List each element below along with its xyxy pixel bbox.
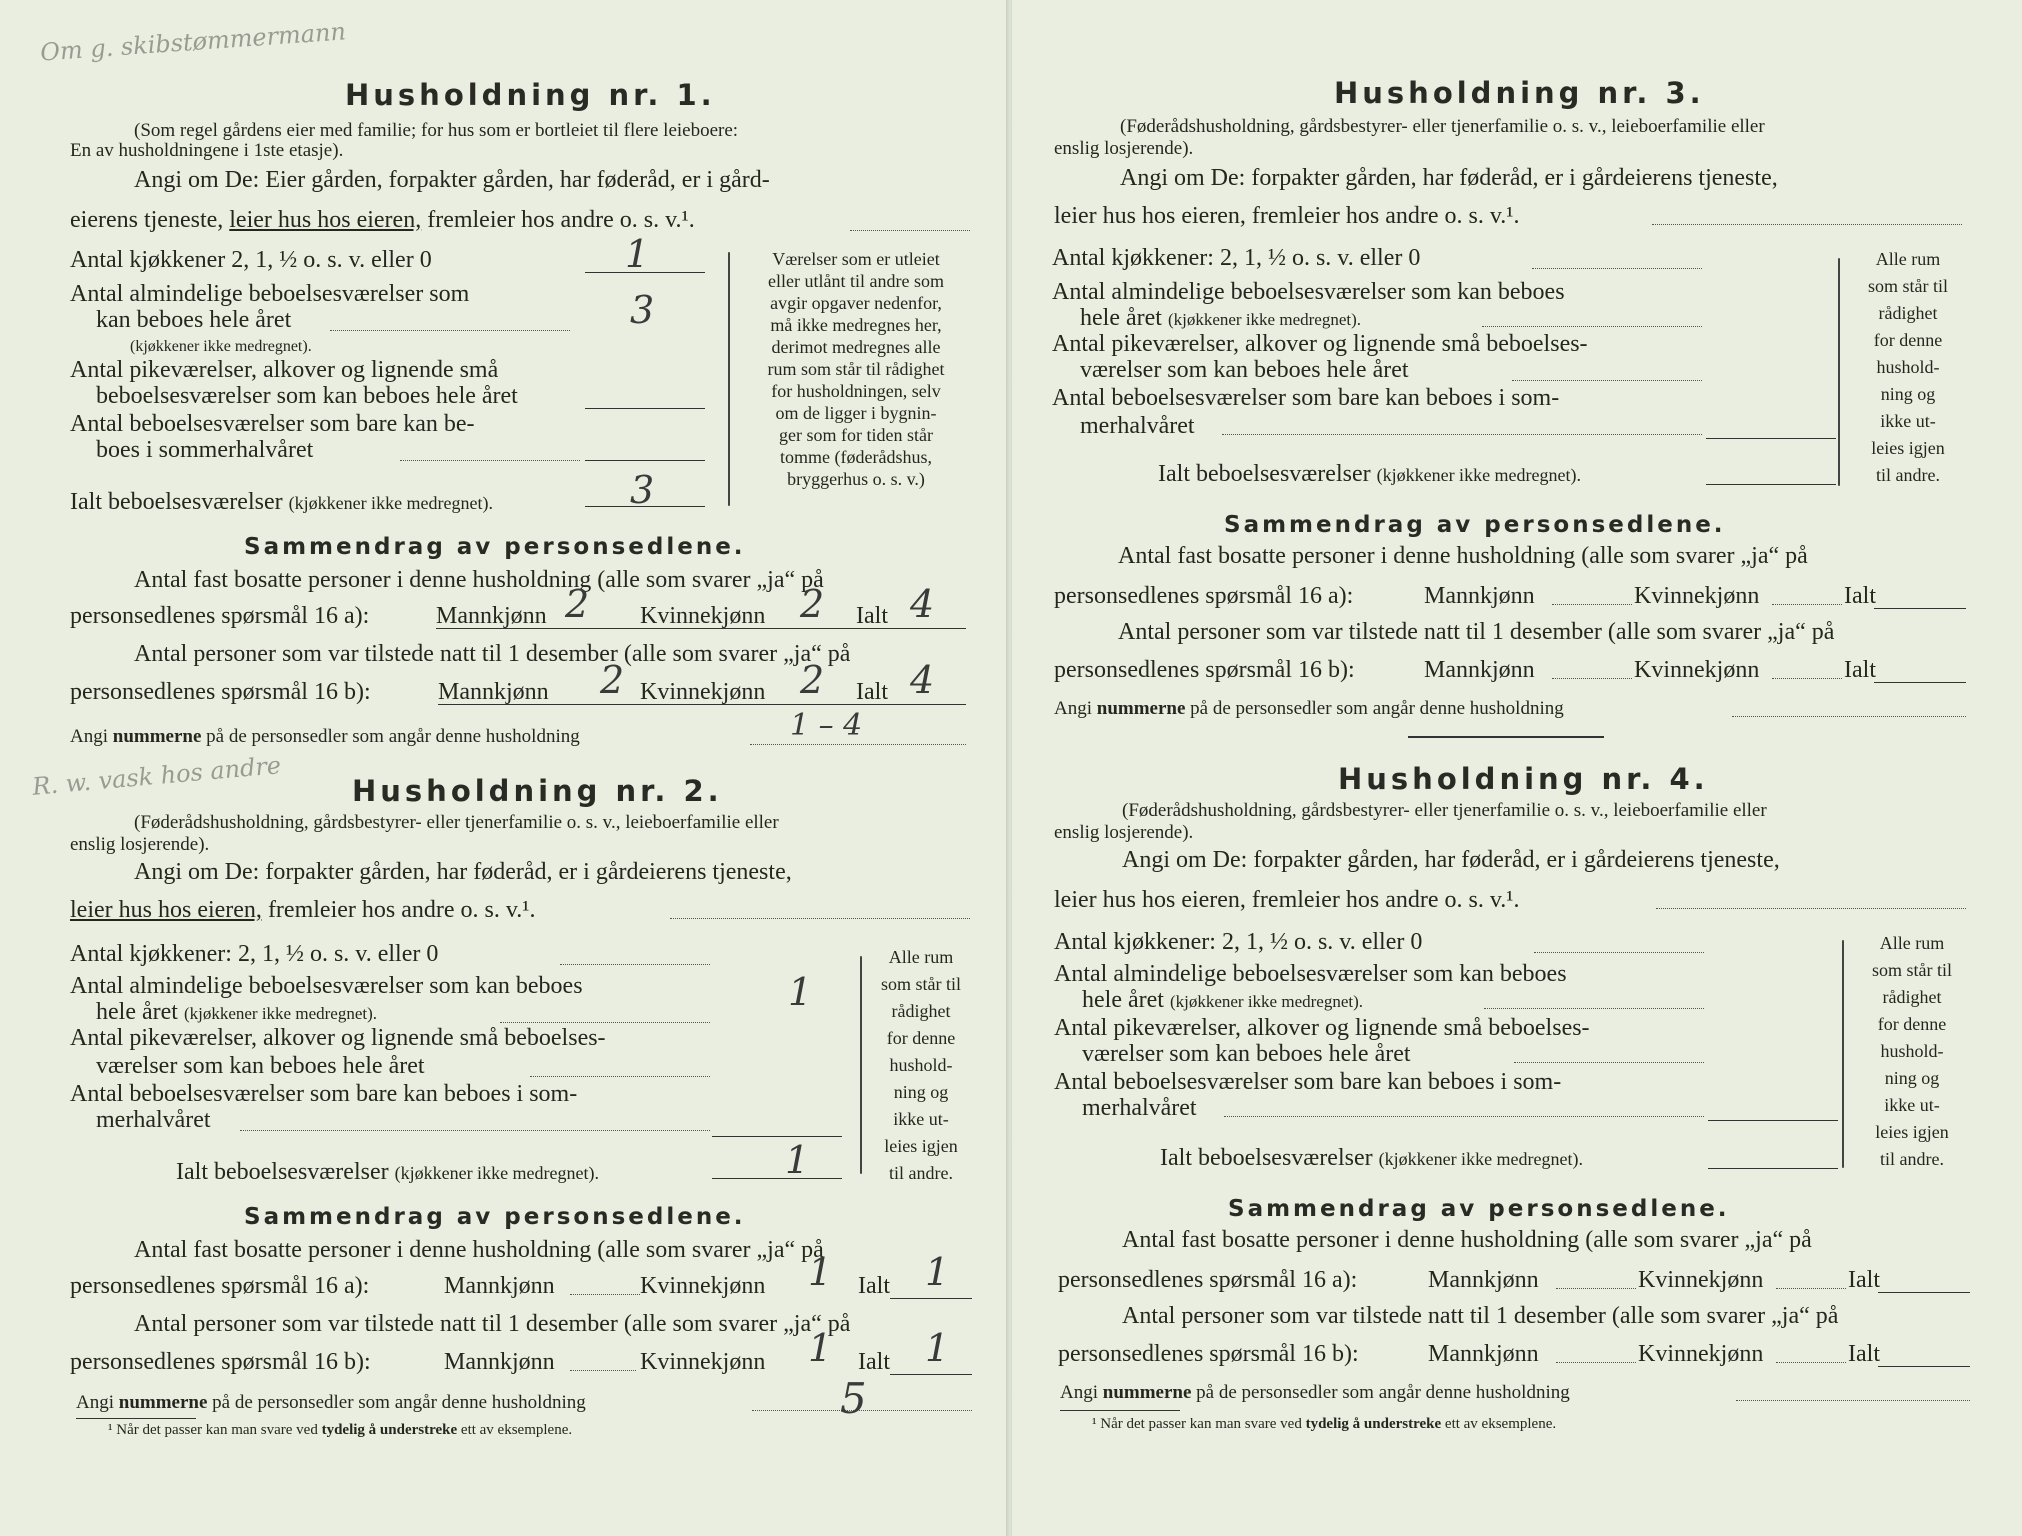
h1-ialt-text: Ialt beboelsesværelser	[70, 489, 283, 515]
h1-til-kk-value: 2	[800, 658, 825, 702]
h2-nummerne	[76, 1392, 586, 1414]
h4-num-fill	[1736, 1400, 1970, 1401]
h4-til-ialt-line	[1878, 1366, 1970, 1367]
h3-side-line: Alle rum	[1875, 249, 1941, 269]
h3-alm-1: Antal almindelige beboelsesværelser som kan beboes	[1052, 279, 1565, 305]
h4-side-line: ikke ut-	[1884, 1095, 1940, 1115]
h3-intro-2: enslig losjerende).	[1054, 138, 1194, 159]
h1-alm-1: Antal almindelige beboelsesværelser som	[70, 281, 470, 307]
h4-side-line: for denne	[1877, 1014, 1947, 1034]
h3-side-note	[1848, 246, 1968, 489]
h2-intro-1: (Føderådshusholdning, gårdsbestyrer- eller tjenerfamilie o. s. v., leieboerfamilie eller	[134, 812, 779, 833]
h2-side-line: ikke ut-	[893, 1109, 949, 1129]
h1-til-1: Antal personer som var tilstede natt til 1 desember (alle som svarer „ja“ på	[134, 641, 851, 667]
h2-footnote	[108, 1422, 572, 1439]
h3-title: Husholdning nr. 3.	[1334, 76, 1705, 110]
h2-fast-mk-fill	[570, 1294, 640, 1295]
h4-alm-note: (kjøkkener ikke medregnet).	[1169, 992, 1363, 1011]
h4-til-2: personsedlenes spørsmål 16 b):	[1058, 1341, 1359, 1367]
h2-side-line: som står til	[881, 974, 961, 994]
h2-fast-mk: Mannkjønn	[444, 1273, 555, 1299]
h1-til-ialt-value: 4	[910, 658, 935, 702]
h2-til-ialt-line	[890, 1374, 972, 1375]
h1-title: Husholdning nr. 1.	[345, 78, 716, 112]
h4-fast-mk: Mannkjønn	[1428, 1267, 1539, 1293]
h3-til-ialt-line	[1874, 682, 1966, 683]
h2-num-bold: nummerne	[118, 1392, 208, 1413]
left-page	[0, 0, 1008, 1536]
h1-side-line: ger som for tiden står	[779, 425, 933, 445]
h4-kjokken-label: Antal kjøkkener: 2, 1, ½ o. s. v. eller 0	[1054, 929, 1423, 955]
h4-til-1: Antal personer som var tilstede natt til 1 desember (alle som svarer „ja“ på	[1122, 1303, 1839, 1329]
h1-side-line: bryggerhus o. s. v.)	[787, 469, 925, 489]
h3-side-line: for denne	[1873, 330, 1943, 350]
h3-pike-fill	[1512, 380, 1702, 381]
h1-som-1: Antal beboelsesværelser som bare kan be-	[70, 411, 475, 437]
h2-pike-fill	[530, 1076, 710, 1077]
h4-til-mk: Mannkjønn	[1428, 1341, 1539, 1367]
h3-pike-1: Antal pikeværelser, alkover og lignende små beboelses-	[1052, 331, 1588, 357]
h4-side-line: til andre.	[1880, 1149, 1944, 1169]
h1-fast-kk-value: 2	[800, 582, 825, 626]
h1-fast-ialt: Ialt	[856, 603, 888, 629]
h2-alm-1: Antal almindelige beboelsesværelser som kan beboes	[70, 973, 583, 999]
h3-ialt-note: (kjøkkener ikke medregnet).	[1376, 465, 1582, 485]
h1-fast-mk: Mannkjønn	[436, 603, 547, 629]
h4-num-post: på de personsedler som angår denne husholdning	[1196, 1382, 1570, 1403]
h3-kjokken-fill	[1532, 268, 1702, 269]
h1-intro-1: (Som regel gårdens eier med familie; for hus som er bortleiet til flere leieboere:	[134, 120, 739, 141]
h1-fast-1: Antal fast bosatte personer i denne husholdning (alle som svarer „ja“ på	[134, 567, 824, 593]
h1-summary-title: Sammendrag av personsedlene.	[244, 534, 746, 560]
h4-pike-1: Antal pikeværelser, alkover og lignende små beboelses-	[1054, 1015, 1590, 1041]
h2-angi-1: Angi om De: forpakter gården, har føderåd, er i gårdeierens tjeneste,	[134, 859, 792, 885]
h2-footnote-post: ett av eksemplene.	[460, 1422, 573, 1438]
h4-til-kk-fill	[1776, 1362, 1846, 1363]
h1-intro-2: En av husholdningene i 1ste etasje).	[70, 140, 344, 161]
h1-ialt-note: (kjøkkener ikke medregnet).	[288, 493, 494, 513]
h4-footnote-pre: ¹ Når det passer kan man svare ved	[1092, 1416, 1302, 1432]
h3-num-pre: Angi	[1054, 698, 1092, 719]
h1-ialt-label	[70, 488, 493, 517]
h3-som-1: Antal beboelsesværelser som bare kan beboes i som-	[1052, 385, 1560, 411]
h4-ialt-note: (kjøkkener ikke medregnet).	[1378, 1149, 1584, 1169]
h4-som-2: merhalvåret	[1082, 1095, 1197, 1121]
h1-num-post: på de personsedler som angår denne husholdning	[206, 726, 580, 747]
h1-kjokken-value: 1	[625, 232, 650, 276]
h3-nummerne	[1054, 698, 1564, 720]
h4-fast-kk-fill	[1776, 1288, 1846, 1289]
h1-pike-1: Antal pikeværelser, alkover og lignende små	[70, 357, 499, 383]
h2-til-kk-value: 1	[808, 1326, 833, 1370]
h3-til-mk-fill	[1552, 678, 1632, 679]
h1-side-line: rum som står til rådighet	[767, 359, 945, 379]
h3-side-line: leies igjen	[1871, 438, 1945, 458]
h2-pike-2: værelser som kan beboes hele året	[96, 1053, 425, 1079]
h4-alm-fill	[1484, 1008, 1704, 1009]
h1-angi-fill	[850, 230, 970, 231]
h1-fast-2: personsedlenes spørsmål 16 a):	[70, 603, 370, 629]
h1-fast-mk-value: 2	[565, 582, 590, 626]
h4-side-line: hushold-	[1880, 1041, 1944, 1061]
h2-fast-ialt-line	[890, 1298, 972, 1299]
h1-alm-value: 3	[630, 288, 655, 332]
h3-fast-ialt-line	[1874, 608, 1966, 609]
h1-nummerne	[70, 726, 580, 748]
h2-num-post: på de personsedler som angår denne husholdning	[212, 1392, 586, 1413]
h4-pike-fill	[1514, 1062, 1704, 1063]
h3-summary-title: Sammendrag av personsedlene.	[1224, 512, 1726, 538]
section-divider	[1408, 736, 1604, 738]
h2-ialt-value: 1	[785, 1138, 810, 1182]
h4-side-line: rådighet	[1882, 987, 1942, 1007]
h4-num-pre: Angi	[1060, 1382, 1098, 1403]
h2-num-pre: Angi	[76, 1392, 114, 1413]
h2-som-1: Antal beboelsesværelser som bare kan beboes i som-	[70, 1081, 578, 1107]
h4-ialt-line	[1708, 1168, 1838, 1169]
h3-side-line: hushold-	[1876, 357, 1940, 377]
h2-til-kk: Kvinnekjønn	[640, 1349, 766, 1375]
h3-side-line: ning og	[1880, 384, 1936, 404]
h4-angi-2: leier hus hos eieren, fremleier hos andre o. s. v.¹.	[1054, 887, 1520, 913]
h1-side-line: Værelser som er utleiet	[772, 249, 940, 269]
h4-som-line	[1708, 1120, 1838, 1121]
h1-num-pre: Angi	[70, 726, 108, 747]
h4-til-kk: Kvinnekjønn	[1638, 1341, 1764, 1367]
h4-footnote	[1092, 1416, 1556, 1433]
h4-angi-1: Angi om De: forpakter gården, har føderåd, er i gårdeierens tjeneste,	[1122, 847, 1780, 873]
h1-angi-2-post: fremleier hos andre o. s. v.¹.	[427, 207, 695, 233]
h3-side-line: som står til	[1868, 276, 1948, 296]
h1-ialt-value: 3	[630, 468, 655, 512]
h1-til-kk: Kvinnekjønn	[640, 679, 766, 705]
h4-footnote-rule	[1060, 1410, 1180, 1411]
h1-side-line: for husholdningen, selv	[771, 381, 941, 401]
h4-side-brace	[1842, 940, 1844, 1168]
h1-angi-1: Angi om De: Eier gården, forpakter gården, har føderåd, er i gård-	[134, 167, 770, 193]
h1-num-value: 1 – 4	[790, 708, 863, 743]
h1-side-line: derimot medregnes alle	[771, 337, 941, 357]
h4-fast-1: Antal fast bosatte personer i denne husholdning (alle som svarer „ja“ på	[1122, 1227, 1812, 1253]
h4-summary-title: Sammendrag av personsedlene.	[1228, 1196, 1730, 1222]
h3-ialt-line	[1706, 484, 1836, 485]
h2-fast-1: Antal fast bosatte personer i denne husholdning (alle som svarer „ja“ på	[134, 1237, 824, 1263]
h4-side-line: Alle rum	[1879, 933, 1945, 953]
h2-side-line: leies igjen	[884, 1136, 958, 1156]
h2-alm-2-text: hele året	[96, 999, 178, 1025]
h1-fast-ialt-value: 4	[910, 582, 935, 626]
h2-ialt-text: Ialt beboelsesværelser	[176, 1159, 389, 1185]
h2-title: Husholdning nr. 2.	[352, 774, 723, 808]
h3-side-line: rådighet	[1878, 303, 1938, 323]
h3-ialt-label	[1158, 460, 1581, 489]
h2-alm-fill	[500, 1022, 710, 1023]
h4-fast-2: personsedlenes spørsmål 16 a):	[1058, 1267, 1358, 1293]
h3-angi-fill	[1652, 224, 1962, 225]
h2-footnote-pre: ¹ Når det passer kan man svare ved	[108, 1422, 318, 1438]
h3-alm-note: (kjøkkener ikke medregnet).	[1167, 310, 1361, 329]
h2-som-2: merhalvåret	[96, 1107, 211, 1133]
h1-angi-2	[70, 206, 695, 234]
h1-alm-note: (kjøkkener ikke medregnet).	[130, 338, 312, 355]
h2-alm-note: (kjøkkener ikke medregnet).	[183, 1004, 377, 1023]
h4-angi-fill	[1656, 908, 1966, 909]
h1-til-mk-value: 2	[600, 658, 625, 702]
h2-ialt-note: (kjøkkener ikke medregnet).	[394, 1163, 600, 1183]
h2-fast-kk-value: 1	[808, 1250, 833, 1294]
h1-side-brace	[728, 252, 730, 506]
h2-angi-fill	[670, 918, 970, 919]
h2-som-line	[712, 1136, 842, 1137]
h3-side-line: ikke ut-	[1880, 411, 1936, 431]
h2-til-ialt: Ialt	[858, 1349, 890, 1375]
h4-side-line: ning og	[1884, 1068, 1940, 1088]
h2-ialt-label	[176, 1158, 599, 1187]
h1-som-fill	[400, 460, 580, 461]
h3-som-2: merhalvåret	[1080, 413, 1195, 439]
h2-kjokken-label: Antal kjøkkener: 2, 1, ½ o. s. v. eller 0	[70, 941, 439, 967]
h2-som-fill	[240, 1130, 710, 1131]
h4-alm-2-text: hele året	[1082, 987, 1164, 1013]
h1-alm-2: kan beboes hele året	[96, 307, 292, 333]
h1-til-ialt: Ialt	[856, 679, 888, 705]
h4-til-ialt: Ialt	[1848, 1341, 1880, 1367]
h1-num-bold: nummerne	[112, 726, 202, 747]
h3-angi-1: Angi om De: forpakter gården, har føderåd, er i gårdeierens tjeneste,	[1120, 165, 1778, 191]
h4-fast-ialt-line	[1878, 1292, 1970, 1293]
annotation-mid-left: R. w. vask hos andre	[31, 751, 283, 801]
h2-intro-2: enslig losjerende).	[70, 834, 210, 855]
h2-ialt-line	[712, 1178, 842, 1179]
h2-til-mk-fill	[570, 1370, 636, 1371]
h2-fast-kk: Kvinnekjønn	[640, 1273, 766, 1299]
h3-num-post: på de personsedler som angår denne husholdning	[1190, 698, 1564, 719]
h2-side-line: Alle rum	[888, 947, 954, 967]
h2-side-line: rådighet	[891, 1001, 951, 1021]
h4-fast-ialt: Ialt	[1848, 1267, 1880, 1293]
h1-side-note	[736, 248, 976, 490]
h4-intro-2: enslig losjerende).	[1054, 822, 1194, 843]
h2-fast-ialt-value: 1	[925, 1250, 950, 1294]
h3-til-kk-fill	[1772, 678, 1842, 679]
h1-side-line: om de ligger i bygnin-	[775, 403, 937, 423]
h4-alm-2	[1082, 986, 1363, 1016]
h2-side-line: til andre.	[889, 1163, 953, 1183]
h2-til-ialt-value: 1	[925, 1326, 950, 1370]
h1-alm-fill	[330, 330, 570, 331]
h2-fast-ialt: Ialt	[858, 1273, 890, 1299]
h3-til-ialt: Ialt	[1844, 657, 1876, 683]
h2-side-brace	[860, 956, 862, 1174]
h3-alm-2-text: hele året	[1080, 305, 1162, 331]
h3-num-fill	[1732, 716, 1966, 717]
h1-side-line: eller utlånt til andre som	[768, 271, 944, 291]
h3-fast-2: personsedlenes spørsmål 16 a):	[1054, 583, 1354, 609]
h2-side-note	[866, 944, 976, 1187]
h4-intro-1: (Føderådshusholdning, gårdsbestyrer- eller tjenerfamilie o. s. v., leieboerfamilie eller	[1122, 800, 1767, 821]
h4-side-note	[1852, 930, 1972, 1173]
h3-side-brace	[1838, 258, 1840, 486]
h4-num-bold: nummerne	[1102, 1382, 1192, 1403]
h2-side-line: hushold-	[889, 1055, 953, 1075]
h2-til-2: personsedlenes spørsmål 16 b):	[70, 1349, 371, 1375]
h4-fast-mk-fill	[1556, 1288, 1636, 1289]
h4-fast-kk: Kvinnekjønn	[1638, 1267, 1764, 1293]
annotation-top-left: Om g. skibstømmermann	[39, 17, 347, 67]
h1-som-line	[585, 460, 705, 461]
h2-footnote-rule	[76, 1418, 196, 1419]
h4-til-mk-fill	[1556, 1362, 1636, 1363]
h3-til-mk: Mannkjønn	[1424, 657, 1535, 683]
h4-side-line: som står til	[1872, 960, 1952, 980]
h2-pike-1: Antal pikeværelser, alkover og lignende små beboelses-	[70, 1025, 606, 1051]
h3-til-2: personsedlenes spørsmål 16 b):	[1054, 657, 1355, 683]
h2-summary-title: Sammendrag av personsedlene.	[244, 1204, 746, 1230]
h4-alm-1: Antal almindelige beboelsesværelser som kan beboes	[1054, 961, 1567, 987]
h3-fast-kk: Kvinnekjønn	[1634, 583, 1760, 609]
h4-som-fill	[1224, 1116, 1704, 1117]
h3-pike-2: værelser som kan beboes hele året	[1080, 357, 1409, 383]
h2-angi-2-post: fremleier hos andre o. s. v.¹.	[267, 897, 536, 923]
h2-angi-2-underlined: leier hus hos eieren,	[70, 897, 262, 923]
h1-som-2: boes i sommerhalvåret	[96, 437, 314, 463]
h3-num-bold: nummerne	[1096, 698, 1186, 719]
h2-side-line: ning og	[893, 1082, 949, 1102]
h4-side-line: leies igjen	[1875, 1122, 1949, 1142]
h3-til-kk: Kvinnekjønn	[1634, 657, 1760, 683]
h3-fast-ialt: Ialt	[1844, 583, 1876, 609]
h2-til-mk: Mannkjønn	[444, 1349, 555, 1375]
h3-kjokken-label: Antal kjøkkener: 2, 1, ½ o. s. v. eller 0	[1052, 245, 1421, 271]
h2-alm-value: 1	[788, 970, 813, 1014]
h4-footnote-post: ett av eksemplene.	[1444, 1416, 1557, 1432]
h4-kjokken-fill	[1534, 952, 1704, 953]
h2-num-value: 5	[840, 1374, 867, 1423]
h3-som-fill	[1222, 434, 1702, 435]
h1-kjokken-label: Antal kjøkkener 2, 1, ½ o. s. v. eller 0	[70, 247, 432, 273]
h1-side-line: tomme (føderådshus,	[780, 447, 932, 467]
h2-angi-2	[70, 896, 536, 924]
h3-fast-1: Antal fast bosatte personer i denne husholdning (alle som svarer „ja“ på	[1118, 543, 1808, 569]
h3-alm-fill	[1482, 326, 1702, 327]
h3-fast-mk-fill	[1552, 604, 1632, 605]
h4-ialt-label	[1160, 1144, 1583, 1173]
h3-fast-kk-fill	[1772, 604, 1842, 605]
h2-til-1: Antal personer som var tilstede natt til 1 desember (alle som svarer „ja“ på	[134, 1311, 851, 1337]
h2-footnote-bold: tydelig å understreke	[321, 1422, 458, 1438]
h3-angi-2: leier hus hos eieren, fremleier hos andre o. s. v.¹.	[1054, 203, 1520, 229]
h1-side-line: må ikke medregnes her,	[770, 315, 942, 335]
h1-pike-line	[585, 408, 705, 409]
h1-angi-2-pre: eierens tjeneste,	[70, 207, 224, 233]
h1-side-line: avgir opgaver nedenfor,	[770, 293, 942, 313]
h1-num-fill	[750, 744, 966, 745]
h3-til-1: Antal personer som var tilstede natt til 1 desember (alle som svarer „ja“ på	[1118, 619, 1835, 645]
right-page	[1012, 0, 2022, 1536]
h1-til-2: personsedlenes spørsmål 16 b):	[70, 679, 371, 705]
h4-title: Husholdning nr. 4.	[1338, 762, 1709, 796]
h1-pike-2: beboelsesværelser som kan beboes hele året	[96, 383, 518, 409]
h4-nummerne	[1060, 1382, 1570, 1404]
h3-ialt-text: Ialt beboelsesværelser	[1158, 461, 1371, 487]
h1-angi-2-underlined: leier hus hos eieren,	[229, 207, 422, 233]
h3-intro-1: (Føderådshusholdning, gårdsbestyrer- eller tjenerfamilie o. s. v., leieboerfamilie eller	[1120, 116, 1765, 137]
h1-til-mk: Mannkjønn	[438, 679, 549, 705]
h2-side-line: for denne	[886, 1028, 956, 1048]
h3-side-line: til andre.	[1876, 465, 1940, 485]
h3-fast-mk: Mannkjønn	[1424, 583, 1535, 609]
h2-fast-2: personsedlenes spørsmål 16 a):	[70, 1273, 370, 1299]
h1-fast-kk: Kvinnekjønn	[640, 603, 766, 629]
h3-som-line	[1706, 438, 1836, 439]
h4-som-1: Antal beboelsesværelser som bare kan beboes i som-	[1054, 1069, 1562, 1095]
h4-ialt-text: Ialt beboelsesværelser	[1160, 1145, 1373, 1171]
h2-kjokken-fill	[560, 964, 710, 965]
h4-footnote-bold: tydelig å understreke	[1305, 1416, 1442, 1432]
h4-pike-2: værelser som kan beboes hele året	[1082, 1041, 1411, 1067]
